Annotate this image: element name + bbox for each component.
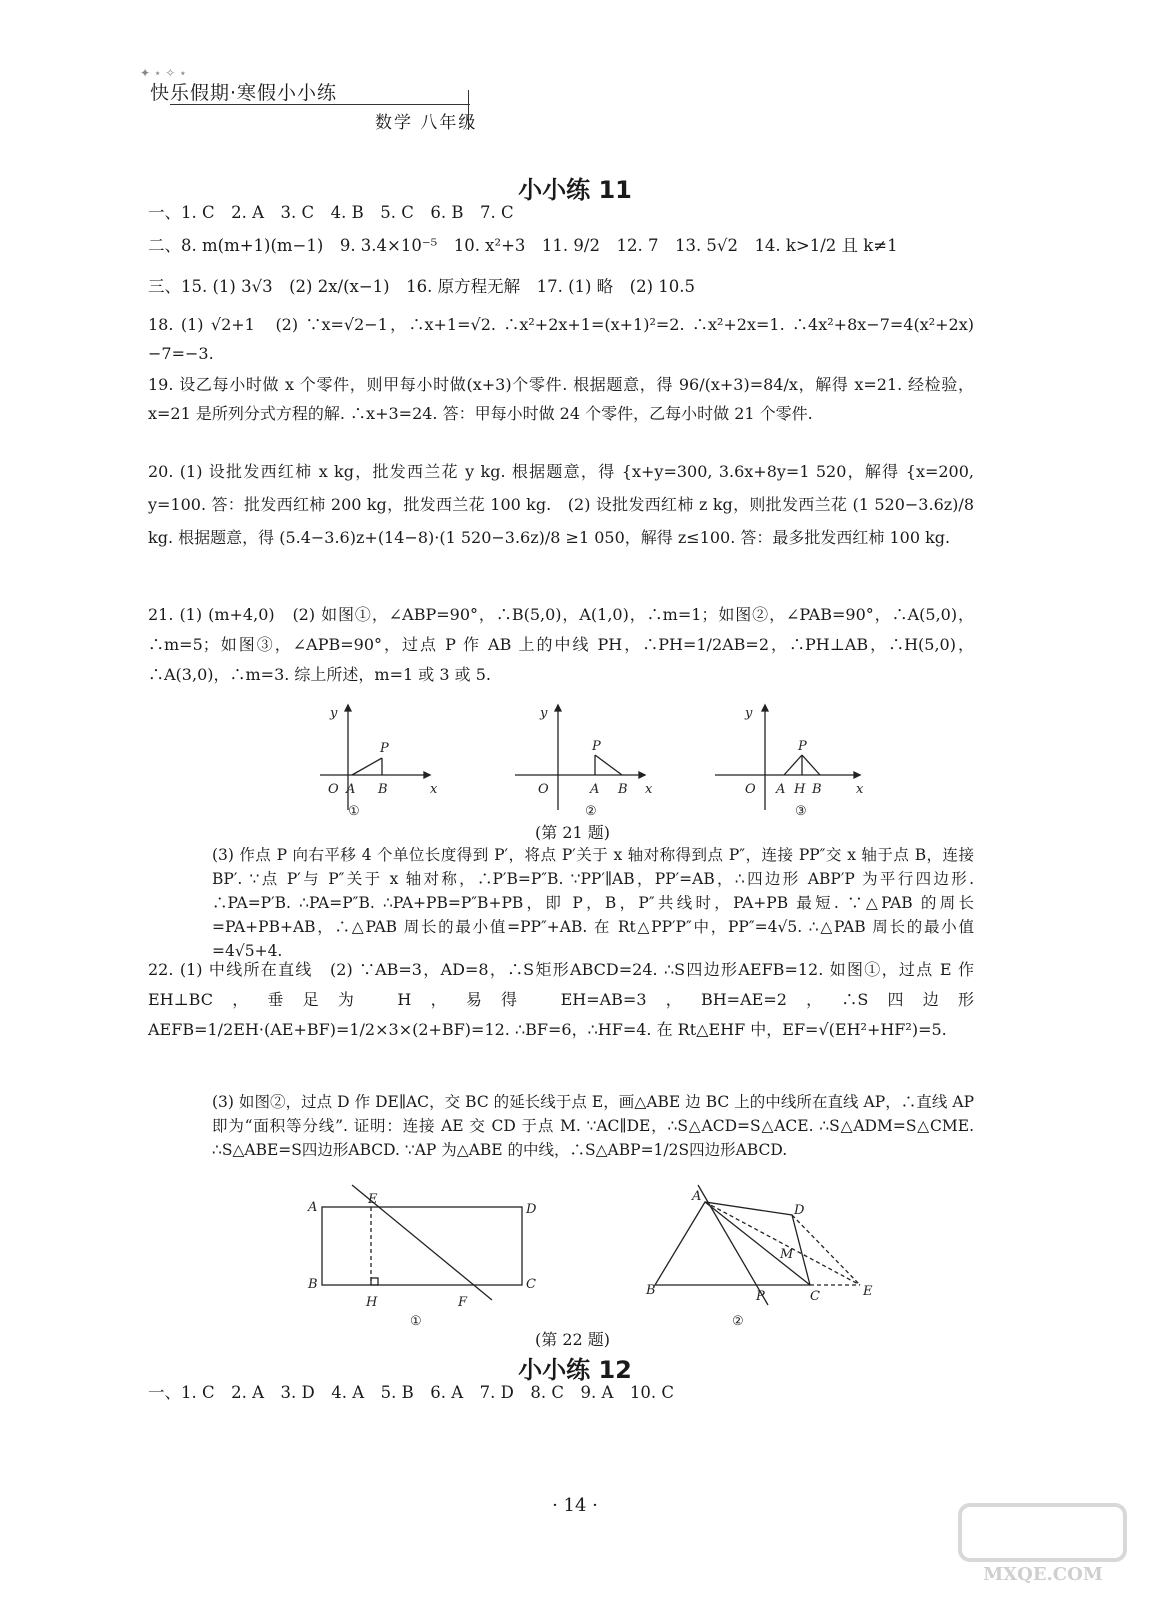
- answers-solve-15-17: 三、15. (1) 3√3 (2) 2x/(x−1) 16. 原方程无解 17. (1) 略 (2) 10.5: [148, 277, 696, 296]
- figure-22-1: [322, 1185, 522, 1300]
- svg-text:P: P: [592, 739, 601, 754]
- svg-text:②: ②: [585, 804, 597, 819]
- subject-grade: 数学 八年级: [375, 113, 478, 133]
- svg-text:O: O: [745, 782, 756, 797]
- figure-22-2: [655, 1185, 860, 1305]
- page-header: [140, 66, 480, 133]
- svg-text:B: B: [378, 782, 388, 797]
- svg-text:B: B: [812, 782, 822, 797]
- svg-text:A: A: [308, 1200, 318, 1215]
- svg-text:D: D: [526, 1202, 537, 1217]
- svg-text:B: B: [308, 1277, 318, 1292]
- figure-22-caption: (第 22 题): [535, 1330, 611, 1349]
- watermark-logo: [955, 1500, 1130, 1585]
- figure-21-caption: (第 21 题): [535, 823, 611, 842]
- svg-text:H: H: [366, 1295, 378, 1310]
- answer-q18: 18. (1) √2+1 (2) ∵x=√2−1，∴x+1=√2. ∴x²+2x+1=(x+1)²=2. ∴x²+2x=1. ∴4x²+8x−7=4(x²+2x)−7=−3.: [148, 315, 974, 363]
- svg-text:M: M: [780, 1247, 794, 1262]
- figure-21: [300, 695, 880, 825]
- section-title-11: 小小练 11: [518, 176, 632, 204]
- answers-choice-11: 一、1. C 2. A 3. C 4. B 5. C 6. B 7. C: [148, 203, 514, 222]
- svg-text:A: A: [346, 782, 356, 797]
- answer-q21-part3: (3) 作点 P 向右平移 4 个单位长度得到 P′，将点 P′关于 x 轴对称得到点 P″，连接 PP″交 x 轴于点 B，连接 BP′. ∵点 P′与 P″关于 x 轴对称，∴P′B=P″B. ∵PP′∥AB，PP′=AB，∴四边形 ABP′P 为平行四边形. ∴PA=P′B. ∴PA=P″B. ∴PA+PB=P″B+PB，即 P，B，P″共线时，PA+PB 最短. ∵△PAB 的周长=PA+PB+AB，∴△PAB 周长的最小值=PP″+AB. 在 Rt△PP′P″中，PP″=4√5. ∴△PAB 周长的最小值=4√5+4.: [212, 846, 974, 960]
- svg-text:y: y: [745, 706, 753, 721]
- figure-22: [300, 1180, 900, 1330]
- svg-text:B: B: [646, 1283, 656, 1298]
- svg-text:A: A: [692, 1189, 702, 1204]
- answer-q20: 20. (1) 设批发西红柿 x kg，批发西兰花 y kg. 根据题意，得 {x+y=300, 3.6x+8y=1 520，解得 {x=200, y=100. 答：批发西红柿 200 kg，批发西兰花 100 kg. (2) 设批发西红柿 z kg，则批发西兰花 (1 520−3.6z)/8 kg. 根据题意，得 (5.4−3.6)z+(14−8)·(1 520−3.6z)/8 ≥1 050，解得 z≤100. 答：最多批发西红柿 100 kg.: [148, 462, 974, 547]
- svg-text:y: y: [330, 706, 338, 721]
- svg-text:E: E: [863, 1284, 873, 1299]
- svg-text:x: x: [645, 782, 653, 797]
- page-number: · 14 ·: [552, 1495, 598, 1516]
- svg-text:①: ①: [410, 1314, 422, 1329]
- svg-text:y: y: [540, 706, 548, 721]
- svg-text:D: D: [794, 1203, 805, 1218]
- svg-text:E: E: [368, 1192, 378, 1207]
- watermark-text: MXQE.COM: [983, 1564, 1103, 1585]
- answer-q22-part3: (3) 如图②，过点 D 作 DE∥AC，交 BC 的延长线于点 E，画△ABE 边 BC 上的中线所在直线 AP，∴直线 AP 即为“面积等分线”. 证明：连接 AE 交 CD 于点 M. ∵AC∥DE，∴S△ACD=S△ACE. ∴S△ADM=S△CME. ∴S△ABE=S四边形ABCD. ∵AP 为△ABE 的中线，∴S△ABP=1/2S四边形ABCD.: [212, 1093, 974, 1159]
- answers-fill-11: 二、8. m(m+1)(m−1) 9. 3.4×10⁻⁵ 10. x²+3 11. 9/2 12. 7 13. 5√2 14. k>1/2 且 k≠1: [148, 236, 898, 255]
- answer-q19: 19. 设乙每小时做 x 个零件，则甲每小时做(x+3)个零件. 根据题意，得 96/(x+3)=84/x，解得 x=21. 经检验，x=21 是所列分式方程的解. ∴x+3=24. 答：甲每小时做 24 个零件，乙每小时做 21 个零件.: [148, 375, 974, 423]
- svg-text:B: B: [618, 782, 628, 797]
- figure-21-3: [715, 705, 860, 810]
- svg-text:C: C: [810, 1289, 820, 1304]
- svg-text:②: ②: [732, 1314, 744, 1329]
- series-title: 快乐假期·寒假小小练: [150, 82, 338, 104]
- svg-text:O: O: [538, 782, 549, 797]
- svg-text:P: P: [756, 1289, 765, 1304]
- svg-text:C: C: [526, 1277, 536, 1292]
- svg-text:A: A: [590, 782, 600, 797]
- answers-choice-12: 一、1. C 2. A 3. D 4. A 5. B 6. A 7. D 8. C 9. A 10. C: [148, 1383, 674, 1402]
- svg-text:H: H: [794, 782, 806, 797]
- answer-q21: 21. (1) (m+4,0) (2) 如图①，∠ABP=90°，∴B(5,0)，A(1,0)，∴m=1；如图②，∠PAB=90°，∴A(5,0)，∴m=5；如图③，∠APB=90°，过点 P 作 AB 上的中线 PH，∴PH=1/2AB=2，∴PH⊥AB，∴H(5,0)，∴A(3,0)，∴m=3. 综上所述，m=1 或 3 或 5.: [148, 605, 974, 684]
- svg-text:F: F: [458, 1295, 468, 1310]
- section-title-12: 小小练 12: [518, 1356, 632, 1384]
- answer-q22: 22. (1) 中线所在直线 (2) ∵AB=3，AD=8，∴S矩形ABCD=24. ∴S四边形AEFB=12. 如图①，过点 E 作 EH⊥BC，垂足为 H，易得 EH=AB=3，BH=AE=2，∴S四边形AEFB=1/2EH·(AE+BF)=1/2×3×(2+BF)=12. ∴BF=6，∴HF=4. 在 Rt△EHF 中，EF=√(EH²+HF²)=5.: [148, 960, 974, 1039]
- svg-text:A: A: [776, 782, 786, 797]
- svg-text:P: P: [798, 739, 807, 754]
- svg-text:③: ③: [795, 804, 807, 819]
- svg-text:x: x: [856, 782, 864, 797]
- svg-text:O: O: [328, 782, 339, 797]
- decoration-stars: ✦ ⋆ ✧ ⋆: [140, 66, 187, 80]
- header-rule: [170, 104, 470, 105]
- svg-text:①: ①: [348, 804, 360, 819]
- svg-text:x: x: [430, 782, 438, 797]
- svg-text:P: P: [380, 741, 389, 756]
